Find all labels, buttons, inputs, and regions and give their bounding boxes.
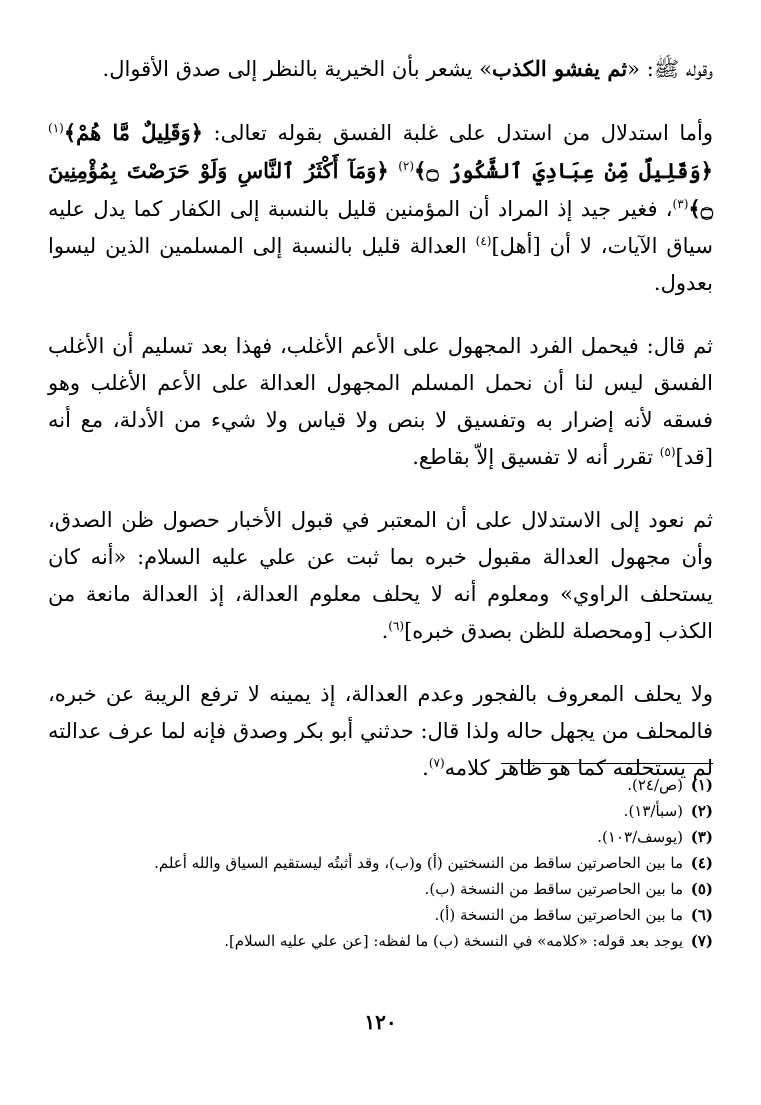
page-number: ١٢٠ — [364, 1010, 397, 1034]
footnotes — [48, 772, 713, 954]
footnote-number: (٤) — [690, 854, 713, 872]
footnote-number: (٣) — [690, 828, 713, 846]
footnote-2 — [48, 798, 713, 824]
paragraph-3: ثم قال: فيحمل الفرد المجهول على الأعم الأغلب، فهذا بعد تسليم أن الأغلب الفسق ليس لنا أن نحمل المسلم المجهول العدالة على الأعم الأغلب وهو فسقه لأنه إضرار به وتفسيق لا بنص ولا قياس ولا شيء من الأدلة، مع أنه [قد]$^{(٥)}$ تقرر أنه لا تفسيق إلاّ بقاطع. — [48, 334, 713, 469]
footnote-ref: (٧) — [428, 756, 445, 770]
footnote-ref: (١) — [48, 121, 64, 135]
footnote-7 — [48, 928, 713, 954]
footnote-text: (يوسف/١٠٣). — [597, 828, 683, 846]
footnote-text: (سبأ/١٣). — [623, 802, 683, 820]
footnote-text: يوجد بعد قوله: «كلامه» في النسخة (ب) ما لفظه: [عن علي عليه السلام]. — [224, 932, 683, 950]
footnote-6 — [48, 902, 713, 928]
footnote-ref: (٣) — [672, 197, 689, 211]
footnote-number: (٧) — [690, 932, 713, 950]
paragraph-4: ثم نعود إلى الاستدلال على أن المعتبر في قبول الأخبار حصول ظن الصدق، وأن مجهول العدالة مقبول خبره بما ثبت عن علي عليه السلام: «أنه كان يستحلف الراوي» ومعلوم أنه لا يحلف معلوم العدالة، إذ العدالة مانعة من الكذب [ومحصلة للظن بصدق خبره]$^{(٦)}$. — [48, 508, 713, 643]
footnote-number: (٦) — [690, 906, 713, 924]
quran-verse: ﴿وَقَلِيلٌ مِّنْ عِبَادِيَ ٱلشَّكُورُ ۝﴾ — [414, 158, 713, 183]
footnote-separator — [501, 763, 713, 764]
footnote-number: (٢) — [690, 802, 713, 820]
paragraph-2: وأما استدلال من استدل على غلبة الفسق بقوله تعالى: ﴿وَقَلِيلٌ مَّا هُمْ﴾$^{(١)}$ ﴿وَقَلِيلٌ مِّنْ عِبَادِيَ ٱلشَّكُورُ ۝﴾$^{(٢)}$ ﴿وَمَآ أَكْثَرُ ٱلنَّاسِ وَلَوْ حَرَصْتَ بِمُؤْمِنِينَ ۝﴾$^{(٣)}$، فغير جيد إذ المراد أن المؤمنين قليل بالنسبة إلى الكفار كما يدل عليه سياق الآيات، لا أن [أهل]$^{(٤)}$ العدالة قليل بالنسبة إلى المسلمين الذين ليسوا بعدول. — [48, 120, 713, 295]
footnote-ref: (٤) — [475, 234, 492, 248]
footnote-number: (٥) — [690, 880, 713, 898]
paragraph-5: ولا يحلف المعروف بالفجور وعدم العدالة، إذ يمينه لا ترفع الريبة عن خبره، فالمحلف من يجهل حاله ولذا قال: حدثني أبو بكر وصدق فإنه لما عرف عدالته لم يستحلفه كما هو ظاهر كلامه$^{(٧)}$. — [48, 682, 713, 780]
footnote-ref: (٢) — [398, 159, 415, 173]
quran-verse: ﴿وَقَلِيلٌ مَّا هُمْ﴾ — [63, 120, 203, 145]
footnote-4 — [48, 850, 713, 876]
hadith-quote: ثم يفشو الكذب — [492, 56, 628, 81]
quran-verse: ﴿وَمَآ أَكْثَرُ ٱلنَّاسِ وَلَوْ حَرَصْتَ بِمُؤْمِنِينَ ۝﴾ — [48, 158, 713, 221]
footnote-text: ما بين الحاصرتين ساقط من النسخة (ب). — [424, 880, 683, 898]
footnote-text: ما بين الحاصرتين ساقط من النسخة (أ). — [434, 906, 683, 924]
footnote-3 — [48, 824, 713, 850]
main-text — [48, 50, 713, 813]
footnote-5 — [48, 876, 713, 902]
paragraph-1: وقوله ﷺ: «ثم يفشو الكذب» يشعر بأن الخيرية بالنظر إلى صدق الأقوال. — [102, 56, 713, 81]
footnote-text: ما بين الحاصرتين ساقط من النسختين (أ) و(ب)، وقد أثبتُه ليستقيم السياق والله أعلم. — [154, 854, 683, 872]
footnote-text: (ص/٢٤). — [627, 776, 683, 794]
footnote-number: (١) — [690, 776, 713, 794]
footnote-ref: (٦) — [388, 619, 405, 633]
footnote-1 — [48, 772, 713, 798]
footnote-ref: (٥) — [659, 445, 676, 459]
